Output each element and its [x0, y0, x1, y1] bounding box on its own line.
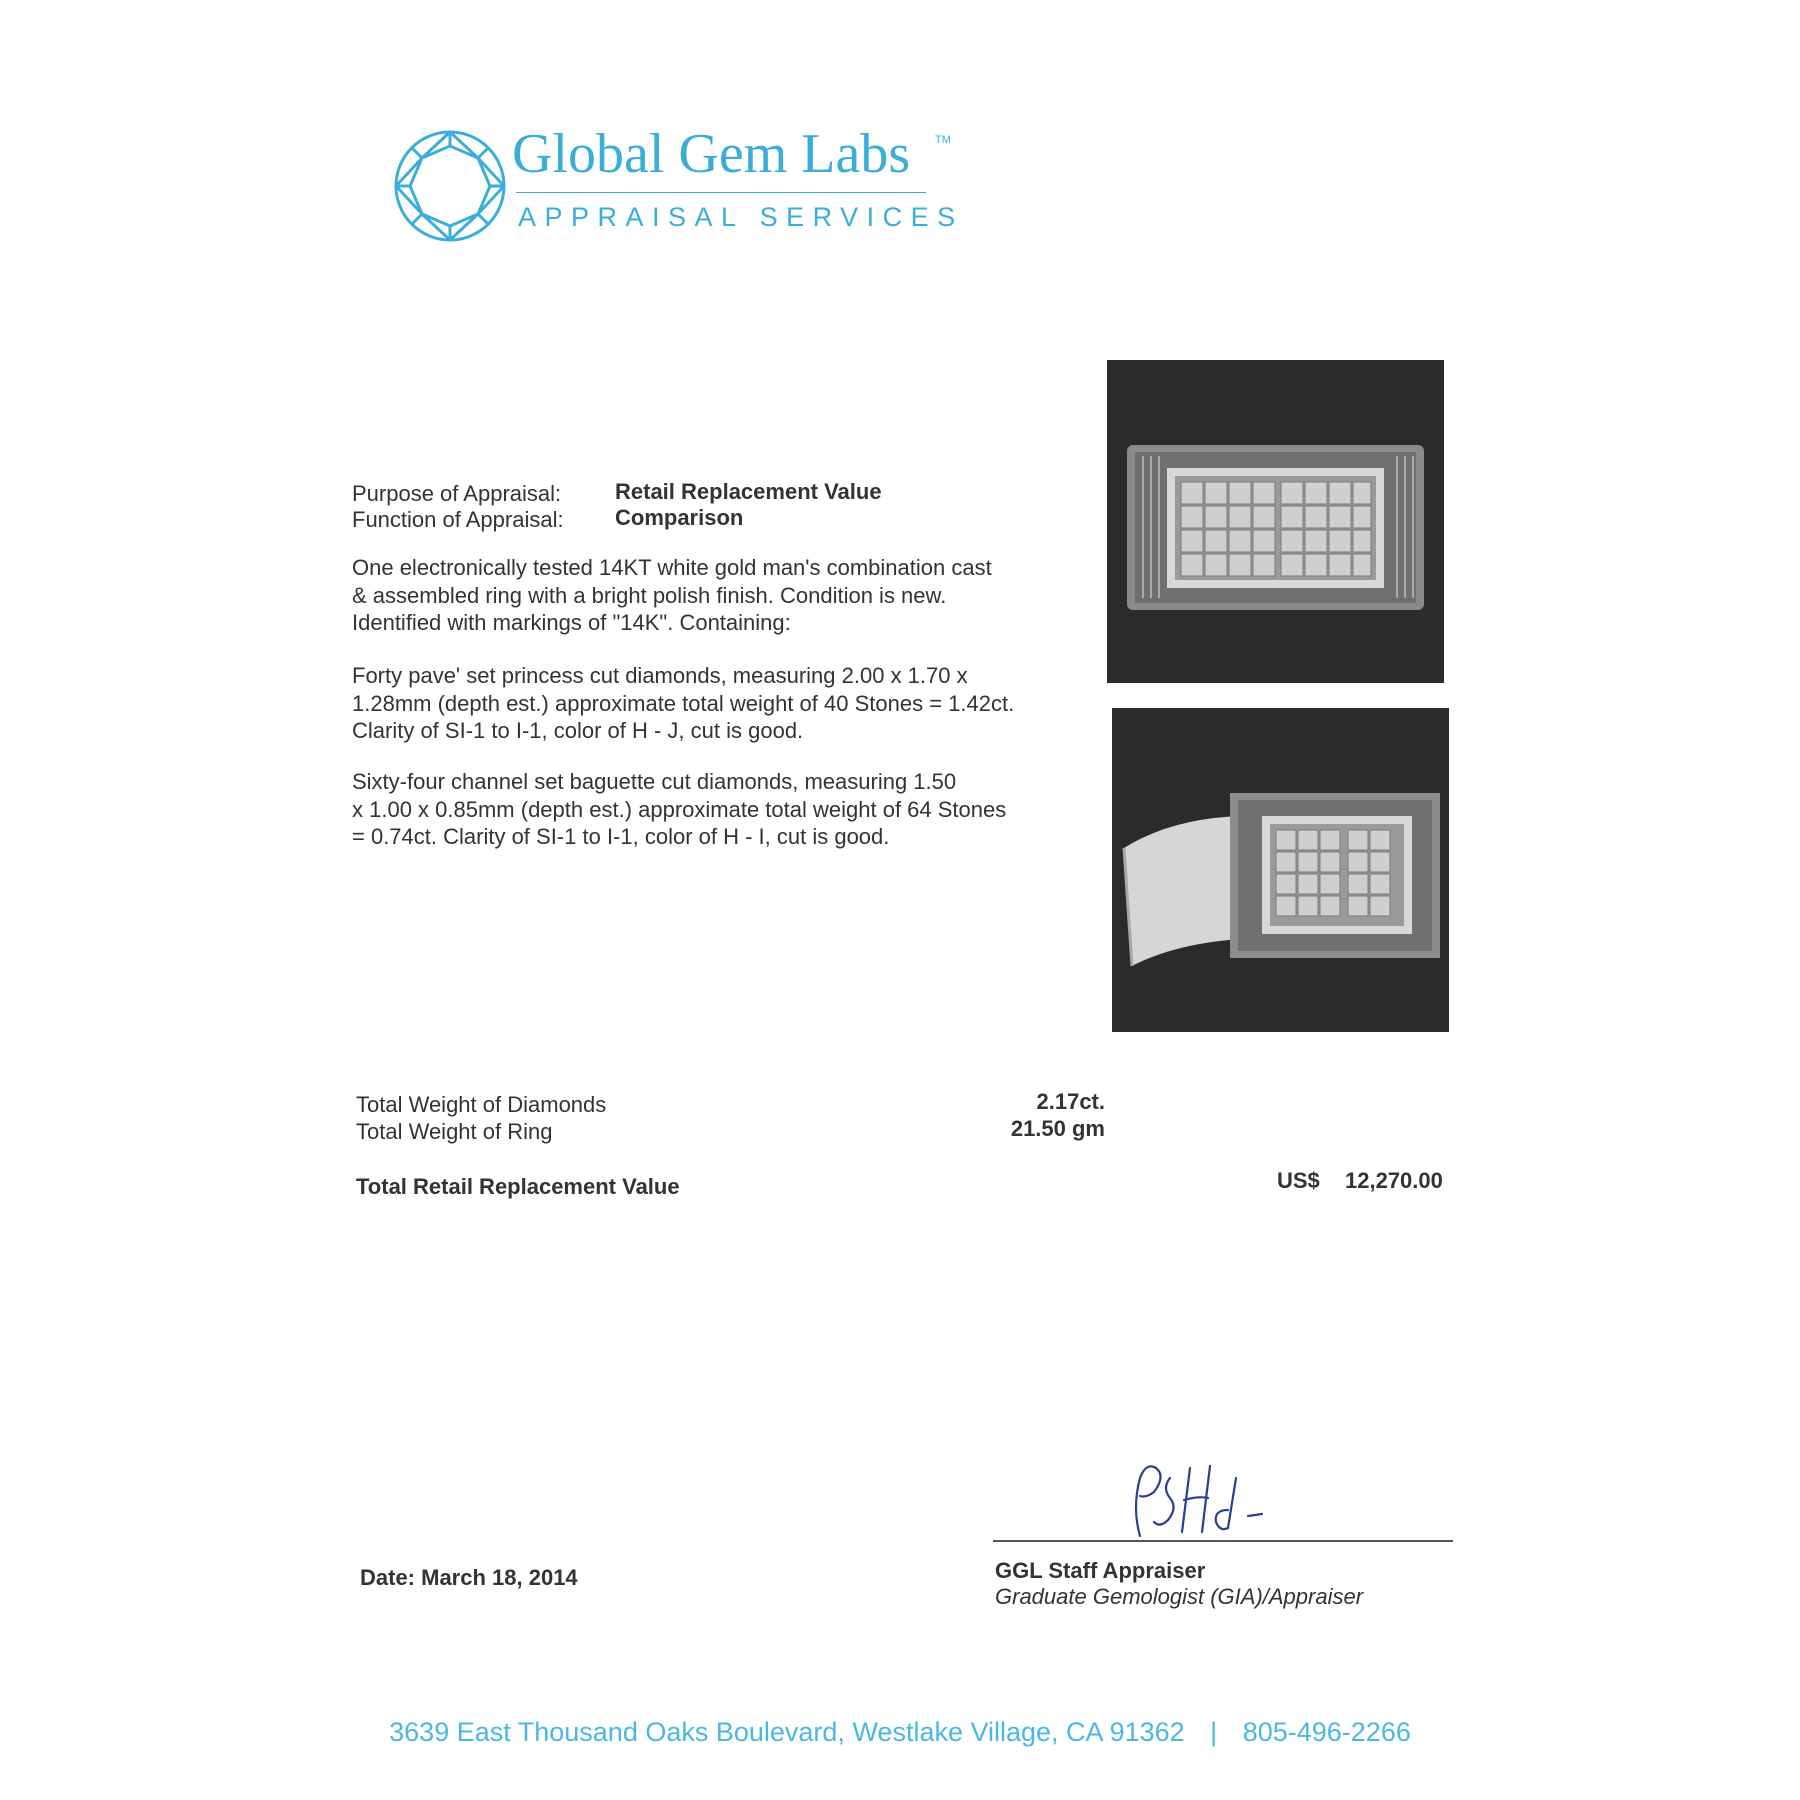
description-line: Identified with markings of "14K". Containing:: [352, 610, 791, 635]
description-line: Sixty-four channel set baguette cut diamonds, measuring 1.50: [352, 769, 957, 794]
brand-name: Global Gem Labs: [512, 123, 911, 185]
description-line: Clarity of SI-1 to I-1, color of H - J, cut is good.: [352, 718, 804, 743]
purpose-value: Retail Replacement Value: [615, 479, 882, 504]
description-line: x 1.00 x 0.85mm (depth est.) approximate total weight of 64 Stones: [352, 796, 1007, 822]
appraisal-date: Date: March 18, 2014: [360, 1565, 578, 1590]
footer-phone: 805-496-2266: [1242, 1717, 1411, 1747]
handwritten-signature: [1110, 1448, 1290, 1548]
total-retail-value-label: Total Retail Replacement Value: [356, 1174, 680, 1199]
footer-contact: [0, 1717, 1800, 1748]
ring-photo-top: [1107, 360, 1444, 683]
purpose-label: Purpose of Appraisal:: [352, 481, 562, 506]
function-value: Comparison: [615, 505, 744, 530]
function-label: Function of Appraisal:: [352, 507, 564, 532]
description-line: Forty pave' set princess cut diamonds, measuring 2.00 x 1.70 x: [352, 663, 968, 688]
description-line: One electronically tested 14KT white gold man's combination cast: [352, 555, 992, 580]
total-ring-weight-label: Total Weight of Ring: [356, 1119, 553, 1144]
appraiser-name: GGL Staff Appraiser: [995, 1558, 1206, 1583]
brand-subtitle: APPRAISAL SERVICES: [518, 202, 964, 232]
trademark-mark: TM: [935, 134, 951, 146]
appraiser-title: Graduate Gemologist (GIA)/Appraiser: [995, 1584, 1364, 1609]
ring-photo-angle: [1112, 708, 1449, 1032]
baguette-diamonds-description: [352, 768, 1006, 851]
total-diamond-weight-value: 2.17ct.: [1036, 1089, 1105, 1114]
brand-divider: [516, 192, 926, 193]
total-diamond-weight-label: Total Weight of Diamonds: [356, 1092, 607, 1117]
description-line: 1.28mm (depth est.) approximate total weight of 40 Stones = 1.42ct.: [352, 690, 1015, 716]
princess-diamonds-description: [352, 662, 1014, 745]
signature-line: [993, 1540, 1453, 1542]
description-line: & assembled ring with a bright polish finish. Condition is new.: [352, 582, 947, 608]
footer-address: 3639 East Thousand Oaks Boulevard, Westlake Village, CA 91362: [389, 1717, 1185, 1747]
ring-description: [352, 554, 992, 637]
total-retail-value-amount: 12,270.00: [1345, 1168, 1443, 1193]
footer-separator: |: [1210, 1717, 1218, 1747]
diamond-logo-icon: [392, 128, 508, 244]
currency-label: US$: [1277, 1168, 1320, 1193]
total-ring-weight-value: 21.50 gm: [1010, 1116, 1105, 1141]
description-line: = 0.74ct. Clarity of SI-1 to I-1, color of H - I, cut is good.: [352, 824, 890, 849]
